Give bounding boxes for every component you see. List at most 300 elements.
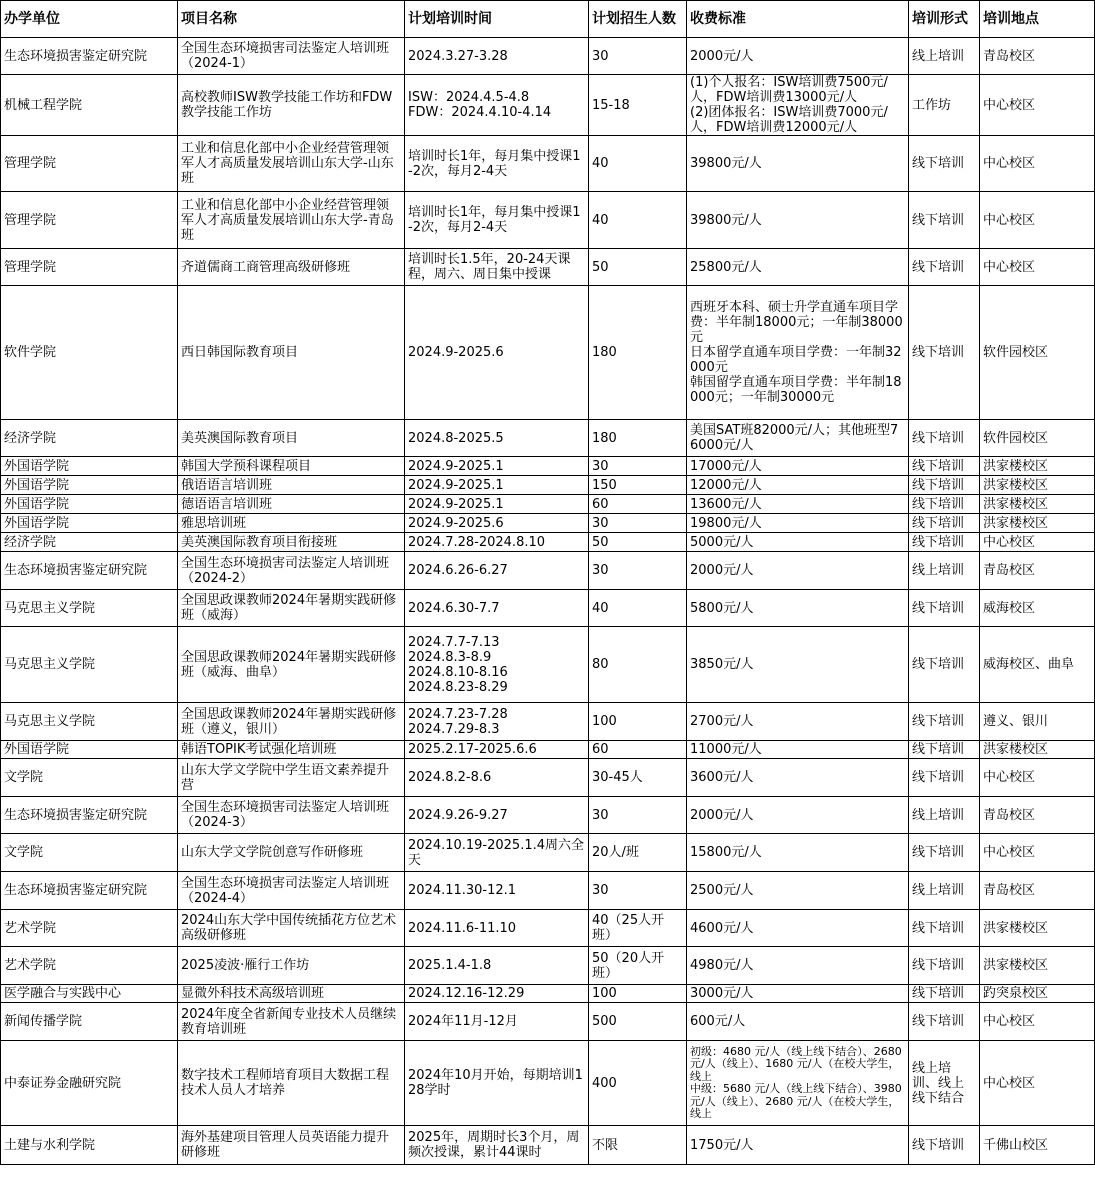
cell-line: 工作坊 — [912, 97, 952, 113]
cell-line: 80 — [592, 657, 609, 672]
table-row — [1, 703, 1095, 741]
cell-fee — [687, 834, 909, 872]
cell-line: 经济学院 — [4, 534, 57, 550]
cell-line: (2)团体报名：ISW培训费7000元/人，FDW培训费12000元/人 — [690, 105, 888, 135]
cell-line: 洪家楼校区 — [983, 458, 1049, 474]
cell-line: 管理学院 — [4, 156, 57, 171]
cell-line: 韩国大学预科课程项目 — [181, 458, 312, 474]
cell-project-name — [178, 420, 405, 457]
cell-line: 2024.8-2025.5 — [408, 430, 504, 446]
cell-project-name — [178, 457, 405, 476]
cell-location — [980, 1126, 1095, 1165]
cell-schedule — [405, 947, 589, 985]
cell-line: 工业和信息化部中小企业经营管理领军人才高质量发展培训山东大学-山东班 — [181, 141, 394, 186]
cell-line: 线下培训 — [912, 742, 965, 757]
cell-line: 39800元/人 — [690, 156, 762, 171]
cell-project-name — [178, 703, 405, 741]
cell-format — [909, 797, 980, 834]
column-header-enrollment: 计划招生人数 — [589, 1, 687, 38]
cell-unit — [1, 741, 178, 759]
cell-line: 2024.8.23-8.29 — [408, 679, 508, 695]
cell-line: 山东大学文学院创意写作研修班 — [181, 845, 364, 860]
cell-line: 40（25人开班） — [592, 913, 665, 943]
cell-schedule — [405, 703, 589, 741]
cell-line: 生态环境损害鉴定研究院 — [4, 807, 148, 823]
cell-line: 3000元/人 — [690, 986, 754, 1001]
cell-fee — [687, 514, 909, 533]
cell-fee — [687, 759, 909, 797]
cell-line: 美国SAT班82000元/人；其他班型76000元/人 — [690, 423, 899, 453]
cell-line: 西日韩国际教育项目 — [181, 345, 299, 360]
cell-fee — [687, 1126, 909, 1165]
cell-schedule — [405, 286, 589, 420]
table-row — [1, 985, 1095, 1003]
cell-line: 150 — [592, 477, 617, 493]
cell-line: 管理学院 — [4, 212, 57, 228]
cell-line: 2500元/人 — [690, 883, 754, 898]
cell-unit — [1, 872, 178, 910]
cell-line: 30 — [592, 48, 609, 64]
cell-location — [980, 136, 1095, 192]
column-header-schedule: 计划培训时间 — [405, 1, 589, 38]
table-row — [1, 286, 1095, 420]
cell-unit — [1, 1003, 178, 1041]
cell-line: 2024.6.26-6.27 — [408, 563, 508, 578]
cell-line: 3850元/人 — [690, 657, 754, 672]
cell-project-name — [178, 910, 405, 947]
header-row — [1, 1, 1095, 38]
cell-fee — [687, 136, 909, 192]
cell-format — [909, 872, 980, 910]
cell-line: 艺术学院 — [4, 958, 57, 973]
cell-enrollment — [589, 420, 687, 457]
cell-line: 30 — [592, 807, 609, 823]
cell-line: 30 — [592, 515, 609, 531]
column-header-project-name: 项目名称 — [178, 1, 405, 38]
cell-line: 外国语学院 — [4, 496, 70, 512]
cell-line: 2000元/人 — [690, 563, 754, 578]
cell-fee — [687, 590, 909, 627]
cell-fee — [687, 38, 909, 75]
cell-line: 线下培训 — [912, 770, 965, 785]
cell-format — [909, 457, 980, 476]
table-row — [1, 136, 1095, 192]
cell-line: 艺术学院 — [4, 920, 57, 936]
cell-line: 雅思培训班 — [181, 515, 247, 531]
cell-fee — [687, 797, 909, 834]
cell-line: 5800元/人 — [690, 600, 754, 616]
cell-format — [909, 627, 980, 703]
cell-fee — [687, 192, 909, 249]
cell-line: 文学院 — [4, 770, 44, 785]
cell-line: 文学院 — [4, 845, 44, 860]
cell-project-name — [178, 627, 405, 703]
cell-format — [909, 286, 980, 420]
table-row — [1, 514, 1095, 533]
cell-schedule — [405, 910, 589, 947]
cell-schedule — [405, 420, 589, 457]
cell-format — [909, 136, 980, 192]
cell-line: 中心校区 — [983, 1014, 1036, 1029]
cell-project-name — [178, 947, 405, 985]
cell-enrollment — [589, 75, 687, 136]
cell-line: 西班牙本科、硕士升学直通车项目学费：半年制18000元；一年制38000元 — [690, 300, 903, 345]
cell-line: 50 — [592, 259, 609, 275]
cell-line: 中心校区 — [983, 845, 1036, 860]
cell-line: 齐道儒商工商管理高级研修班 — [181, 259, 351, 275]
cell-line: 生态环境损害鉴定研究院 — [4, 883, 148, 898]
cell-fee — [687, 420, 909, 457]
cell-line: 生态环境损害鉴定研究院 — [4, 563, 148, 578]
cell-enrollment — [589, 1003, 687, 1041]
cell-line: 山东大学文学院中学生语文素养提升营 — [181, 762, 390, 793]
cell-line: 线上培训 — [912, 48, 965, 64]
table-row — [1, 759, 1095, 797]
cell-fee — [687, 552, 909, 590]
cell-line: 洪家楼校区 — [983, 920, 1049, 936]
cell-enrollment — [589, 590, 687, 627]
cell-schedule — [405, 136, 589, 192]
cell-project-name — [178, 1126, 405, 1165]
cell-line: 线下培训 — [912, 920, 965, 936]
cell-line: 数字技术工程师培育项目大数据工程技术人员人才培养 — [181, 1068, 390, 1098]
cell-enrollment — [589, 627, 687, 703]
cell-line: 线下培训 — [912, 657, 965, 672]
cell-line: 500 — [592, 1014, 617, 1029]
cell-unit — [1, 834, 178, 872]
cell-line: 全国思政课教师2024年暑期实践研修班（威海、曲阜） — [181, 649, 397, 680]
cell-line: 培训时长1.5年，20-24天课程，周六、周日集中授课 — [408, 252, 571, 282]
cell-project-name — [178, 1003, 405, 1041]
cell-fee — [687, 703, 909, 741]
table-row — [1, 627, 1095, 703]
cell-line: 2024年10月开始，每期培训128学时 — [408, 1068, 583, 1098]
cell-line: 外国语学院 — [4, 477, 70, 493]
cell-line: 土建与水利学院 — [4, 1137, 96, 1153]
cell-line: 威海校区、曲阜 — [983, 657, 1075, 672]
cell-line: 100 — [592, 714, 617, 729]
cell-line: 180 — [592, 430, 617, 446]
cell-location — [980, 476, 1095, 495]
cell-line: 2025年，周期时长3个月，周频次授课，累计44课时 — [408, 1130, 580, 1160]
cell-line: 韩语TOPIK考试强化培训班 — [181, 742, 337, 757]
cell-line: 180 — [592, 345, 617, 360]
cell-line: 4980元/人 — [690, 958, 754, 973]
cell-line: 40 — [592, 600, 609, 616]
cell-line: 工业和信息化部中小企业经营管理领军人才高质量发展培训山东大学-青岛班 — [181, 197, 394, 243]
cell-line: 39800元/人 — [690, 212, 762, 228]
cell-fee — [687, 476, 909, 495]
cell-line: 中心校区 — [983, 534, 1036, 550]
cell-line: 2024.9.26-9.27 — [408, 807, 508, 823]
cell-enrollment — [589, 741, 687, 759]
cell-line: 德语语言培训班 — [181, 496, 273, 512]
cell-line: 中心校区 — [983, 770, 1036, 785]
cell-enrollment — [589, 947, 687, 985]
table-row — [1, 457, 1095, 476]
cell-line: 马克思主义学院 — [4, 657, 96, 672]
cell-unit — [1, 590, 178, 627]
cell-format — [909, 1041, 980, 1126]
cell-project-name — [178, 286, 405, 420]
cell-line: 全国生态环境损害司法鉴定人培训班（2024-4） — [181, 875, 390, 906]
cell-line: 中级：5680 元/人（线上线下结合）、3980 元/人（线上）、2680 元/人（在校大学生，线上 — [690, 1083, 902, 1120]
cell-location — [980, 552, 1095, 590]
cell-line: 4600元/人 — [690, 920, 754, 936]
cell-location — [980, 741, 1095, 759]
cell-line: ISW：2024.4.5-4.8 — [408, 90, 530, 105]
cell-line: 12000元/人 — [690, 477, 762, 493]
cell-project-name — [178, 834, 405, 872]
cell-schedule — [405, 476, 589, 495]
cell-enrollment — [589, 514, 687, 533]
cell-location — [980, 872, 1095, 910]
cell-format — [909, 910, 980, 947]
cell-line: 培训时长1年，每月集中授课1-2次，每月2-4天 — [408, 205, 581, 235]
cell-line: 2024.11.6-11.10 — [408, 920, 517, 936]
cell-unit — [1, 985, 178, 1003]
cell-line: 线下培训 — [912, 600, 965, 616]
cell-fee — [687, 286, 909, 420]
cell-line: 洪家楼校区 — [983, 496, 1049, 512]
cell-format — [909, 703, 980, 741]
cell-line: 青岛校区 — [983, 807, 1036, 823]
cell-line: 线下培训 — [912, 986, 965, 1001]
cell-line: 初级：4680 元/人（线上线下结合）、2680 元/人（线上）、1680 元/人（在校大学生，线上 — [690, 1045, 902, 1083]
cell-line: 线上培训 — [912, 807, 965, 823]
cell-enrollment — [589, 1126, 687, 1165]
cell-fee — [687, 910, 909, 947]
cell-line: 软件学院 — [4, 345, 57, 360]
table-row — [1, 1003, 1095, 1041]
table-row — [1, 552, 1095, 590]
cell-line: 不限 — [592, 1137, 619, 1153]
cell-format — [909, 552, 980, 590]
cell-line: 洪家楼校区 — [983, 742, 1049, 757]
cell-enrollment — [589, 495, 687, 514]
cell-line: 30 — [592, 563, 609, 578]
cell-location — [980, 797, 1095, 834]
column-header-fee: 收费标准 — [687, 1, 909, 38]
cell-line: 13600元/人 — [690, 496, 762, 512]
cell-location — [980, 38, 1095, 75]
cell-fee — [687, 533, 909, 552]
cell-enrollment — [589, 759, 687, 797]
cell-unit — [1, 947, 178, 985]
cell-line: 洪家楼校区 — [983, 477, 1049, 493]
cell-enrollment — [589, 985, 687, 1003]
cell-line: 2024.9-2025.1 — [408, 496, 504, 512]
cell-location — [980, 495, 1095, 514]
cell-format — [909, 741, 980, 759]
cell-project-name — [178, 136, 405, 192]
cell-enrollment — [589, 910, 687, 947]
cell-enrollment — [589, 457, 687, 476]
table-row — [1, 797, 1095, 834]
cell-line: 1750元/人 — [690, 1137, 754, 1153]
cell-line: 线下培训 — [912, 496, 965, 512]
cell-line: 中泰证券金融研究院 — [4, 1075, 122, 1091]
cell-line: 20人/班 — [592, 845, 639, 860]
cell-line: 全国生态环境损害司法鉴定人培训班（2024-3） — [181, 800, 390, 830]
cell-line: 线下培训 — [912, 345, 965, 360]
cell-line: 青岛校区 — [983, 883, 1036, 898]
cell-line: 美英澳国际教育项目 — [181, 430, 299, 446]
cell-line: 30-45人 — [592, 770, 643, 785]
cell-enrollment — [589, 552, 687, 590]
cell-location — [980, 192, 1095, 249]
cell-line: 全国生态环境损害司法鉴定人培训班（2024-2） — [181, 555, 390, 586]
cell-line: 2700元/人 — [690, 714, 754, 729]
cell-project-name — [178, 985, 405, 1003]
cell-line: 中心校区 — [983, 259, 1036, 275]
cell-line: 中心校区 — [983, 156, 1036, 171]
cell-project-name — [178, 590, 405, 627]
cell-location — [980, 703, 1095, 741]
cell-unit — [1, 1126, 178, 1165]
cell-line: 2024.6.30-7.7 — [408, 600, 500, 616]
cell-format — [909, 1126, 980, 1165]
cell-schedule — [405, 1003, 589, 1041]
cell-project-name — [178, 495, 405, 514]
cell-fee — [687, 75, 909, 136]
cell-enrollment — [589, 703, 687, 741]
cell-enrollment — [589, 872, 687, 910]
cell-fee — [687, 1003, 909, 1041]
cell-format — [909, 834, 980, 872]
cell-unit — [1, 457, 178, 476]
cell-line: 2024.10.19-2025.1.4周六全天 — [408, 837, 585, 868]
cell-schedule — [405, 759, 589, 797]
cell-line: 全国思政课教师2024年暑期实践研修班（遵义，银川） — [181, 706, 397, 737]
cell-project-name — [178, 249, 405, 286]
cell-line: 线下培训 — [912, 212, 965, 228]
cell-line: 2024.12.16-12.29 — [408, 986, 525, 1001]
cell-enrollment — [589, 797, 687, 834]
cell-line: 2025凌波·雁行工作坊 — [181, 958, 310, 973]
cell-line: 2024.7.29-8.3 — [408, 721, 500, 737]
table-row — [1, 910, 1095, 947]
cell-line: 马克思主义学院 — [4, 600, 96, 616]
cell-line: 400 — [592, 1075, 617, 1091]
cell-project-name — [178, 1041, 405, 1126]
cell-line: 美英澳国际教育项目衔接班 — [181, 534, 338, 550]
cell-format — [909, 38, 980, 75]
cell-line: 60 — [592, 742, 609, 757]
cell-line: 韩国留学直通车项目学费：半年制18000元；一年制30000元 — [690, 375, 902, 405]
cell-line: 2024.9-2025.6 — [408, 345, 504, 360]
cell-format — [909, 947, 980, 985]
cell-unit — [1, 192, 178, 249]
cell-line: 2000元/人 — [690, 807, 754, 823]
cell-line: 2024.9-2025.1 — [408, 477, 504, 493]
cell-line: 5000元/人 — [690, 534, 754, 550]
cell-project-name — [178, 797, 405, 834]
table-row — [1, 834, 1095, 872]
cell-unit — [1, 75, 178, 136]
cell-project-name — [178, 552, 405, 590]
cell-fee — [687, 627, 909, 703]
cell-schedule — [405, 1041, 589, 1126]
cell-schedule — [405, 75, 589, 136]
cell-format — [909, 590, 980, 627]
cell-format — [909, 985, 980, 1003]
cell-line: 2024年度全省新闻专业技术人员继续教育培训班 — [181, 1006, 397, 1037]
cell-location — [980, 420, 1095, 457]
cell-line: 线下培训 — [912, 534, 965, 550]
cell-unit — [1, 495, 178, 514]
cell-line: 软件园校区 — [983, 430, 1049, 446]
cell-unit — [1, 136, 178, 192]
cell-unit — [1, 286, 178, 420]
cell-location — [980, 985, 1095, 1003]
cell-project-name — [178, 872, 405, 910]
cell-enrollment — [589, 533, 687, 552]
cell-line: 线下培训 — [912, 477, 965, 493]
cell-schedule — [405, 590, 589, 627]
cell-line: 15800元/人 — [690, 845, 762, 860]
cell-schedule — [405, 457, 589, 476]
cell-schedule — [405, 872, 589, 910]
cell-format — [909, 533, 980, 552]
cell-schedule — [405, 514, 589, 533]
table-row — [1, 590, 1095, 627]
cell-line: 线上培训、线上线下结合 — [912, 1060, 965, 1106]
cell-schedule — [405, 834, 589, 872]
cell-line: 2025.1.4-1.8 — [408, 958, 492, 973]
table-row — [1, 249, 1095, 286]
cell-line: 青岛校区 — [983, 48, 1036, 64]
cell-fee — [687, 872, 909, 910]
cell-project-name — [178, 476, 405, 495]
cell-line: FDW：2024.4.10-4.14 — [408, 105, 552, 120]
cell-line: 中心校区 — [983, 1075, 1036, 1091]
cell-line: 机械工程学院 — [4, 97, 83, 113]
cell-project-name — [178, 75, 405, 136]
cell-schedule — [405, 552, 589, 590]
cell-project-name — [178, 533, 405, 552]
cell-format — [909, 495, 980, 514]
cell-enrollment — [589, 249, 687, 286]
cell-line: 线下培训 — [912, 458, 965, 474]
cell-line: 2024.7.23-7.28 — [408, 706, 508, 722]
cell-unit — [1, 476, 178, 495]
cell-schedule — [405, 192, 589, 249]
cell-unit — [1, 1041, 178, 1126]
table-row — [1, 495, 1095, 514]
cell-fee — [687, 741, 909, 759]
cell-line: 40 — [592, 156, 609, 171]
cell-fee — [687, 495, 909, 514]
cell-schedule — [405, 741, 589, 759]
cell-line: 2024.8.10-8.16 — [408, 664, 508, 680]
cell-line: 遵义、银川 — [983, 714, 1049, 729]
cell-enrollment — [589, 834, 687, 872]
table-row — [1, 872, 1095, 910]
cell-schedule — [405, 1126, 589, 1165]
cell-unit — [1, 514, 178, 533]
cell-enrollment — [589, 192, 687, 249]
table-row — [1, 75, 1095, 136]
column-header-format: 培训形式 — [909, 1, 980, 38]
cell-unit — [1, 420, 178, 457]
cell-line: 中心校区 — [983, 97, 1036, 113]
cell-line: 2024.7.7-7.13 — [408, 634, 500, 650]
cell-enrollment — [589, 136, 687, 192]
cell-line: 千佛山校区 — [983, 1137, 1049, 1153]
cell-location — [980, 286, 1095, 420]
cell-unit — [1, 249, 178, 286]
